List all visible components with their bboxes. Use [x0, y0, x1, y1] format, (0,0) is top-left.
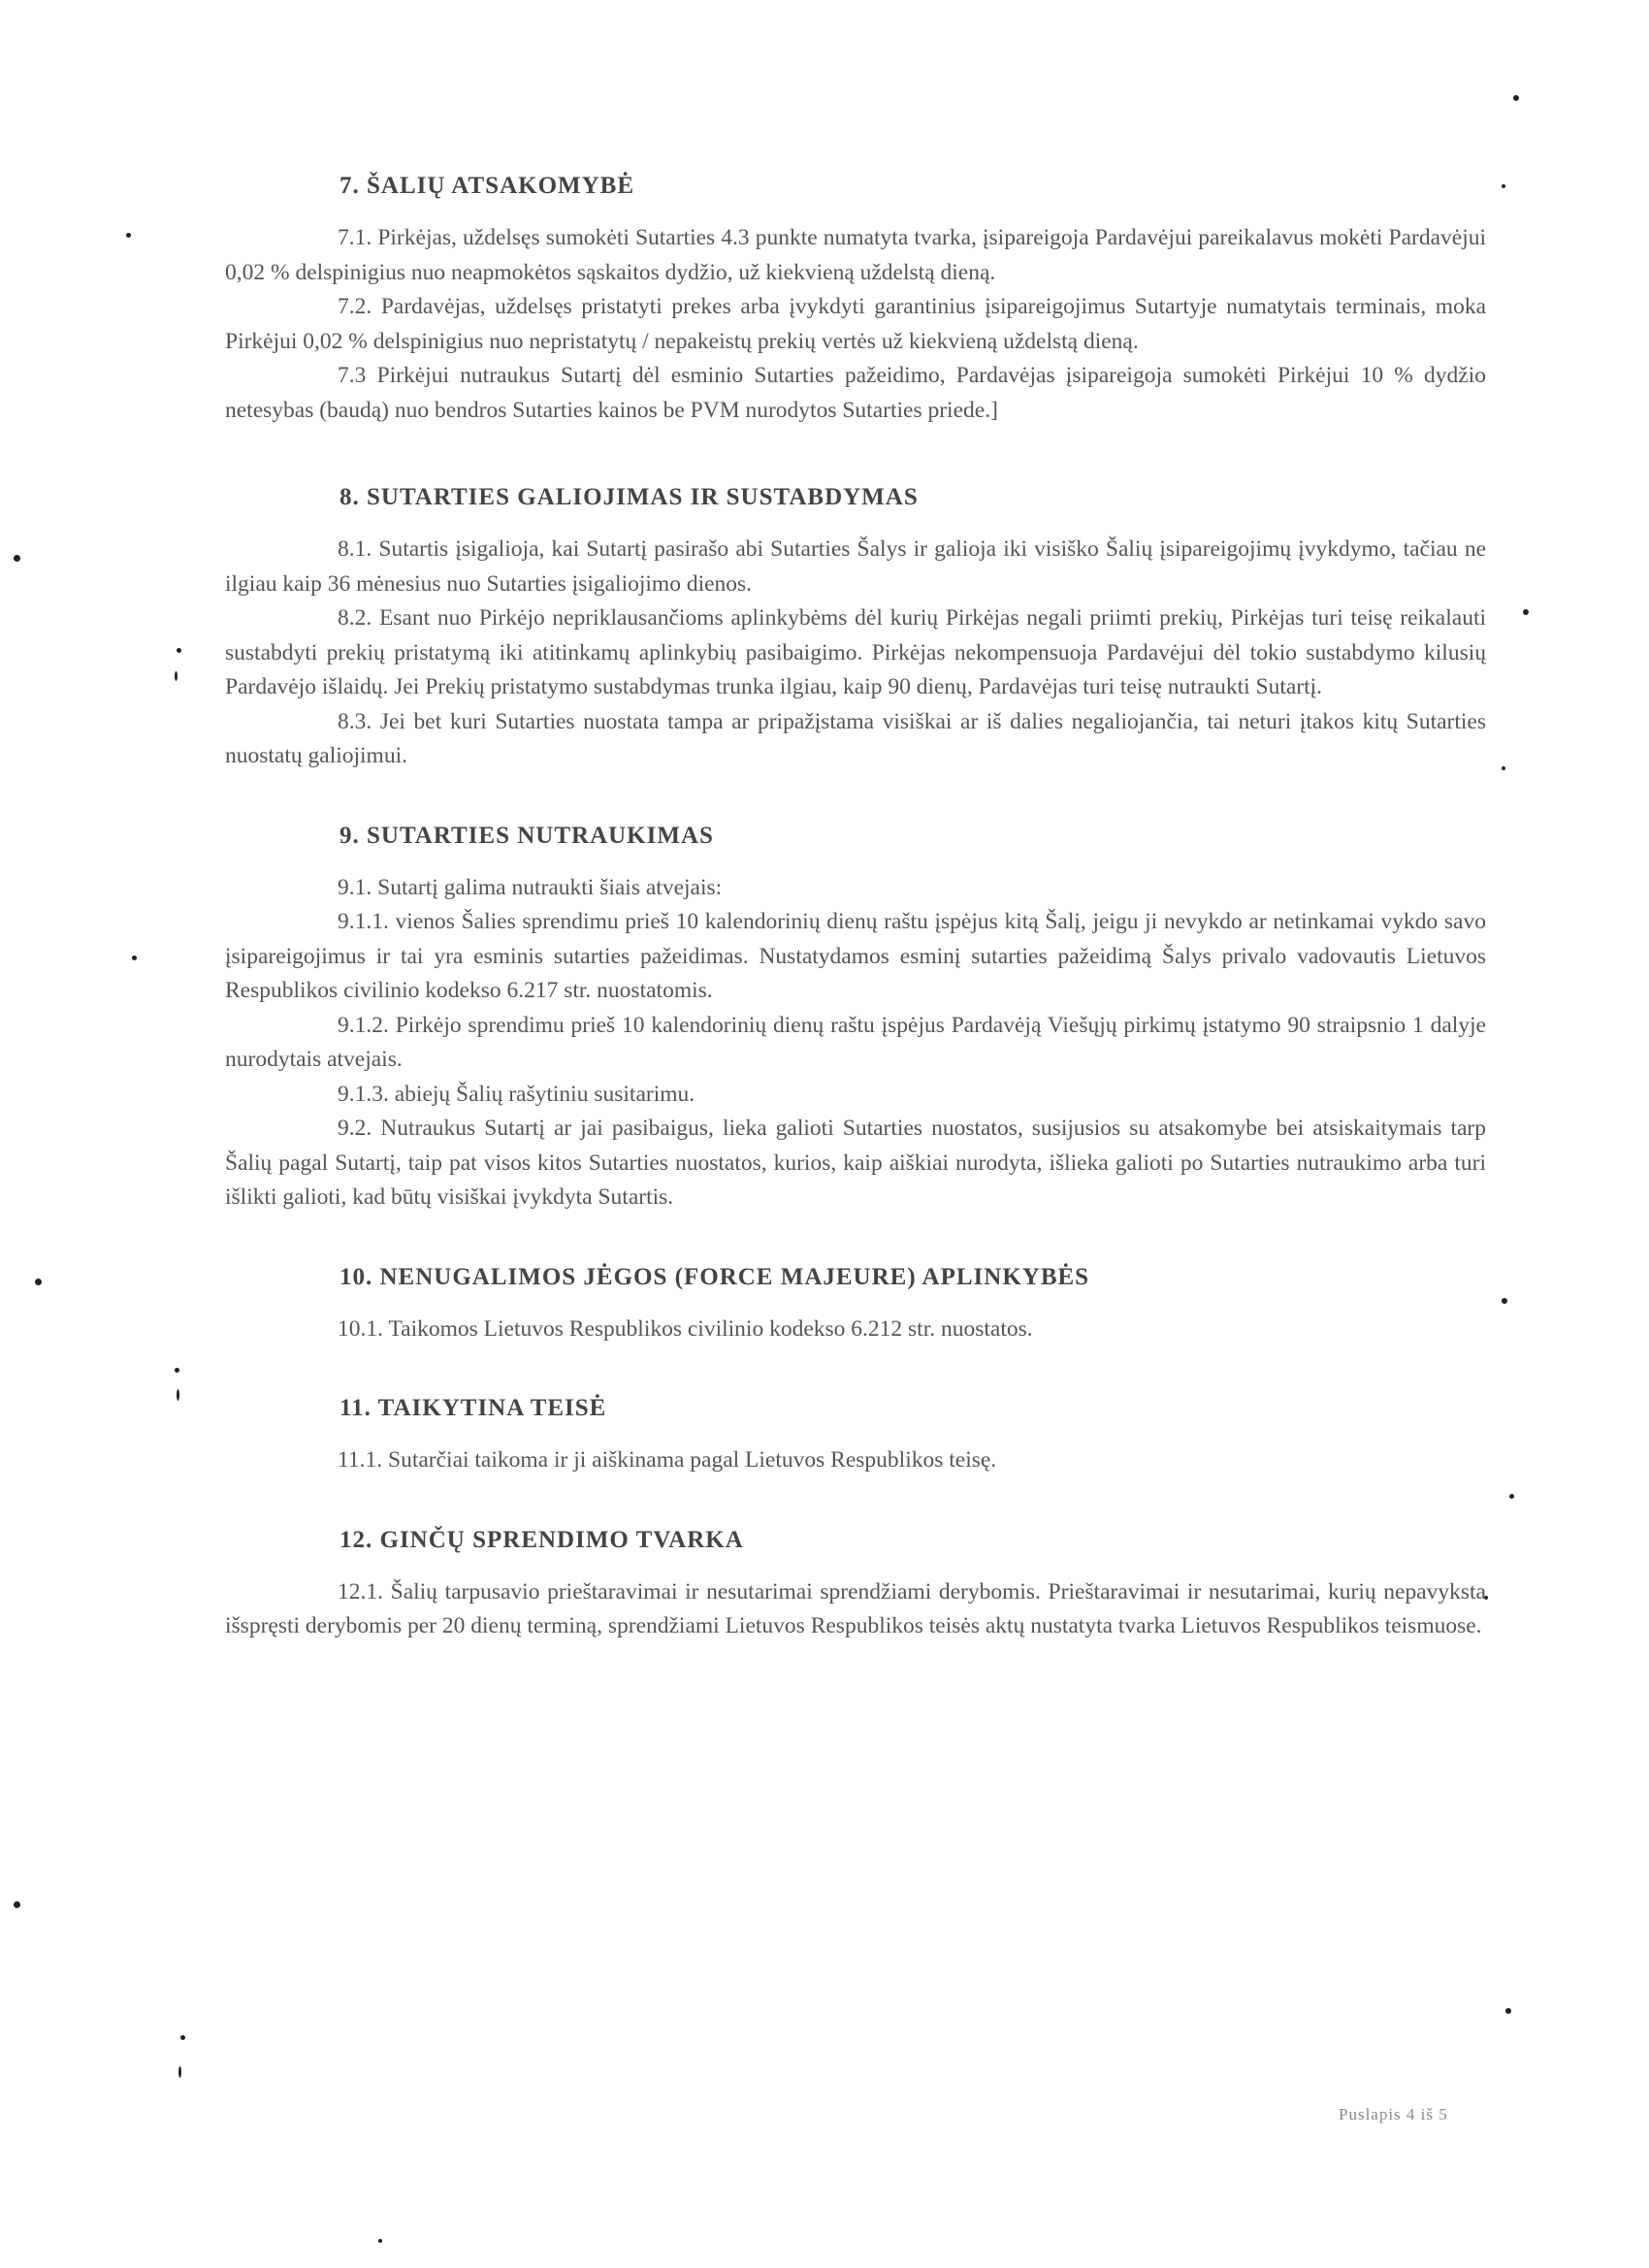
clause-8-1: 8.1. Sutartis įsigalioja, kai Sutartį pasirašo abi Sutarties Šalys ir galioja iki visiško Šalių įsipareigojimų įvykdymo, tačiau ne ilgiau kaip 36 mėnesius nuo Sutarties įsigaliojimo dienos.	[225, 536, 1486, 597]
scan-speck	[14, 1901, 20, 1908]
clause-8-3: 8.3. Jei bet kuri Sutarties nuostata tampa ar pripažįstama visiškai ar iš dalies negaliojančia, tai neturi įtakos kitų Sutarties nuostatų galiojimui.	[225, 708, 1486, 768]
scan-speck	[1523, 609, 1529, 615]
scan-speck	[177, 648, 181, 653]
scan-speck	[177, 1389, 179, 1401]
scan-speck	[35, 1279, 42, 1285]
section-7	[225, 173, 1486, 428]
clause-10-1: 10.1. Taikomos Lietuvos Respublikos civilinio kodekso 6.212 str. nuostatos.	[338, 1315, 1033, 1342]
document-body	[225, 173, 1486, 1644]
section-12	[225, 1527, 1486, 1644]
scan-speck	[1502, 1298, 1507, 1304]
section-11-heading: 11. TAIKYTINA TEISĖ	[340, 1395, 607, 1421]
section-11	[225, 1395, 1486, 1478]
scan-speck	[175, 1368, 179, 1373]
scan-speck	[180, 2035, 185, 2040]
clause-11-1: 11.1. Sutarčiai taikoma ir ji aiškinama pagal Lietuvos Respublikos teisę.	[338, 1447, 997, 1473]
page-number: Puslapis 4 iš 5	[1339, 2105, 1448, 2123]
clause-9-1-1: 9.1.1. vienos Šalies sprendimu prieš 10 kalendorinių dienų raštu įspėjus kitą Šalį, jeigu ji nevykdo ar netinkamai vykdo savo įsipareigojimus ir tai yra esminis sutarties pažeidimas. Nustatydamos esminį sutarties pažeidimą Šalys privalo vadovautis Lietuvos Respublikos civilinio kodekso 6.217 str. nuostatomis.	[225, 909, 1486, 1003]
section-8-heading: 8. SUTARTIES GALIOJIMAS IR SUSTABDYMAS	[340, 484, 919, 510]
clause-7-2: 7.2. Pardavėjas, uždelsęs pristatyti prekes arba įvykdyti garantinius įsipareigojimus Sutartyje numatytais terminais, moka Pirkėjui 0,02 % delspinigius nuo nepristatytų / nepakeistų prekių vertės už kiekvieną uždelstą dieną.	[225, 294, 1486, 354]
section-9-heading: 9. SUTARTIES NUTRAUKIMAS	[340, 822, 714, 849]
scan-speck	[378, 2239, 382, 2243]
clause-7-1: 7.1. Pirkėjas, uždelsęs sumokėti Sutarties 4.3 punkte numatyta tvarka, įsipareigoja Pardavėjui pareikalavus mokėti Pardavėjui 0,02 % delspinigius nuo neapmokėtos sąskaitos dydžio, už kiekvieną uždelstą dieną.	[225, 225, 1486, 285]
scan-speck	[14, 555, 20, 562]
scan-speck	[1502, 184, 1505, 188]
section-10-heading: 10. NENUGALIMOS JĖGOS (FORCE MAJEURE) APLINKYBĖS	[340, 1263, 1090, 1290]
scan-speck	[126, 233, 131, 238]
scan-speck	[132, 956, 137, 960]
clause-9-2: 9.2. Nutraukus Sutartį ar jai pasibaigus, lieka galioti Sutarties nuostatos, susijusios su atsakomybe bei atsiskaitymais tarp Šalių pagal Sutartį, taip pat visos kitos Sutarties nuostatos, kurios, kaip aiškiai nurodyta, išlieka galioti po Sutarties nutraukimo arba turi išlikti galioti, kad būtų visiškai įvykdyta Sutartis.	[225, 1116, 1486, 1210]
clause-7-3: 7.3 Pirkėjui nutraukus Sutartį dėl esminio Sutarties pažeidimo, Pardavėjas įsipareigoja sumokėti Pirkėjui 10 % dydžio netesybas (baudą) nuo bendros Sutarties kainos be PVM nurodytos Sutarties priede.]	[225, 363, 1486, 423]
clause-9-1: 9.1. Sutartį galima nutraukti šiais atvejais:	[338, 874, 723, 900]
scan-speck	[1502, 766, 1505, 770]
scan-speck	[1509, 1494, 1514, 1499]
section-7-heading: 7. ŠALIŲ ATSAKOMYBĖ	[340, 173, 635, 199]
section-10	[225, 1264, 1486, 1347]
scan-speck	[1505, 2008, 1511, 2014]
section-9	[225, 823, 1486, 1215]
scan-speck	[175, 671, 178, 681]
section-12-heading: 12. GINČŲ SPRENDIMO TVARKA	[340, 1526, 744, 1553]
scan-speck	[1513, 95, 1519, 101]
clause-9-1-2: 9.1.2. Pirkėjo sprendimu prieš 10 kalendorinių dienų raštu įspėjus Pardavėją Viešųjų pirkimų įstatymo 90 straipsnio 1 dalyje nurodytais atvejais.	[225, 1012, 1486, 1072]
scan-speck	[178, 2066, 181, 2078]
clause-8-2: 8.2. Esant nuo Pirkėjo nepriklausančioms aplinkybėms dėl kurių Pirkėjas negali priimti prekių, Pirkėjas turi teisę reikalauti sustabdyti prekių pristatymą iki atitinkamų aplinkybių pasibaigimo. Pirkėjas nekompensuoja Pardavėjui dėl tokio sustabdymo kilusių Pardavėjo išlaidų. Jei Prekių pristatymo sustabdymas trunka ilgiau, kaip 90 dienų, Pardavėjas turi teisę nutraukti Sutartį.	[225, 605, 1486, 699]
section-8	[225, 484, 1486, 774]
clause-9-1-3: 9.1.3. abiejų Šalių rašytiniu susitarimu.	[338, 1081, 695, 1107]
clause-12-1: 12.1. Šalių tarpusavio prieštaravimai ir nesutarimai sprendžiami derybomis. Prieštaravimai ir nesutarimai, kurių nepavyksta išspręsti derybomis per 20 dienų terminą, sprendžiami Lietuvos Respublikos teisės aktų nustatyta tvarka Lietuvos Respublikos teismuose.	[225, 1578, 1486, 1638]
